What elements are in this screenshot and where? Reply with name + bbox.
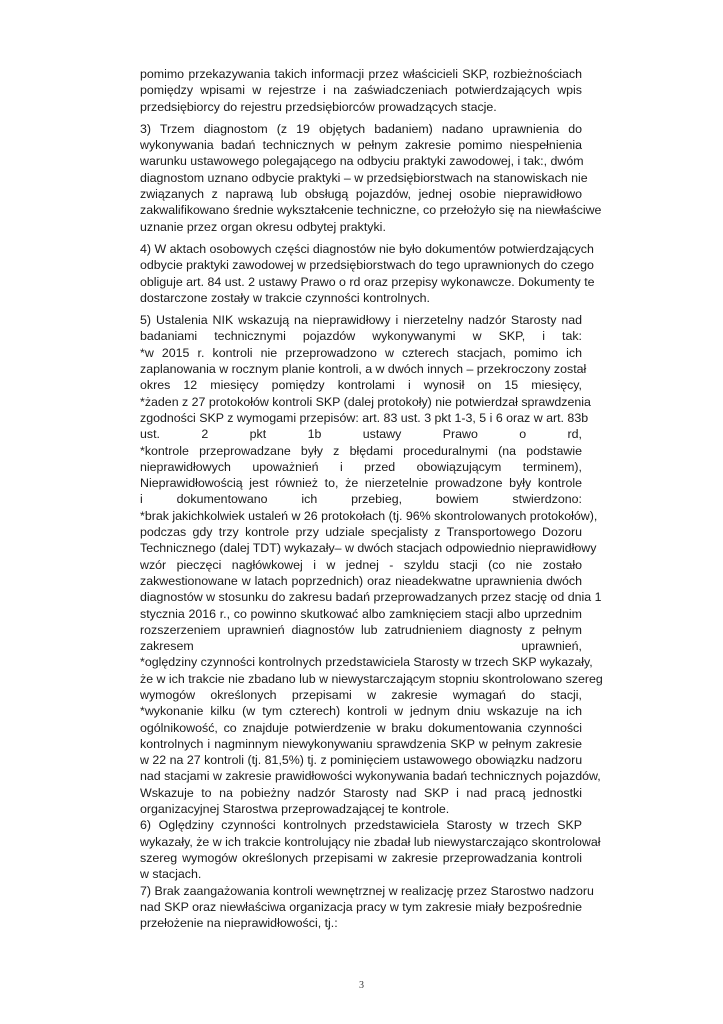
paragraph-finding-5	[140, 312, 603, 817]
text-line: wykazały, że w ich trakcie kontrolujący nie zbadał lub niewystarczająco skontrolował	[140, 834, 601, 849]
text-line: ogólnikowość, co znajduje potwierdzenie w braku dokumentowania czynności	[140, 720, 582, 735]
text-line: nad stacjami w zakresie prawidłowości wykonywania badań technicznych pojazdów,	[140, 769, 601, 784]
text-line: 5) Ustalenia NIK wskazują na nieprawidłowy i nierzetelny nadzór Starosty nad	[140, 313, 582, 328]
text-line: związanych z naprawą lub obsługą pojazdów, jednej osobie nieprawidłowo	[140, 187, 582, 202]
text-line: kontrolnych i nagminnym niewykonywaniu sprawdzenia SKP w pełnym zakresie	[140, 736, 582, 751]
text-line: pomimo przekazywania takich informacji przez właścicieli SKP, rozbieżnościach	[140, 67, 582, 81]
text-line: zakwalifikowano średnie wykształcenie techniczne, co przełożyło się na niewłaściwe	[140, 203, 602, 218]
text-line: *brak jakichkolwiek ustaleń w 26 protokołach (tj. 96% skontrolowanych protokołów),	[140, 508, 598, 523]
text-line: *w 2015 r. kontroli nie przeprowadzono w czterech stacjach, pomimo ich	[140, 345, 582, 360]
text-line: uznanie przez organ okresu odbytej praktyki.	[140, 219, 386, 234]
text-line: nieprawidłowych upoważnień i przed obowiązującym terminem),	[140, 459, 582, 474]
text-line: Nieprawidłowością jest również to, że nierzetelnie prowadzone były kontrole	[140, 476, 582, 491]
text-line: *żaden z 27 protokołów kontroli SKP (dalej protokoły) nie potwierdzał sprawdzenia	[140, 394, 591, 409]
text-line: szereg wymogów określonych przepisami w zakresie przeprowadzania kontroli	[140, 850, 582, 865]
text-line: obliguje art. 84 ust. 2 ustawy Prawo o rd oraz przepisy wykonawcze. Dokumenty te	[140, 274, 595, 289]
text-line: wzór pieczęci nagłówkowej i w jednej - szyldu stacji (co nie zostało	[140, 557, 582, 572]
text-line: diagnostów w stosunku do zakresu badań przeprowadzanych przez stację od dnia 1	[140, 590, 602, 605]
page-number: 3	[359, 980, 364, 991]
text-line: przełożenie na nieprawidłowości, tj.:	[140, 916, 338, 931]
text-line: zaplanowania w rocznym planie kontroli, a w dwóch innych – przekroczony został	[140, 362, 587, 377]
text-line: Technicznego (dalej TDT) wykazały– w dwóch stacjach odpowiednio nieprawidłowy	[140, 541, 597, 556]
text-line: *oględziny czynności kontrolnych przedstawiciela Starosty w trzech SKP wykazały,	[140, 655, 593, 670]
text-line: badaniami technicznymi pojazdów wykonywanymi w SKP, i tak:	[140, 329, 582, 344]
text-line: pomiędzy wpisami w rejestrze i na zaświadczeniach potwierdzających wpis	[140, 83, 582, 98]
text-line: warunku ustawowego polegającego na odbyciu praktyki zawodowej, i tak:, dwóm	[140, 154, 584, 169]
text-line: 3) Trzem diagnostom (z 19 objętych badaniem) nadano uprawnienia do	[140, 121, 582, 136]
text-line: wykonywania badań technicznych w pełnym zakresie pomimo niespełnienia	[140, 138, 582, 153]
text-line: *kontrole przeprowadzane były z błędami proceduralnymi (na podstawie	[140, 443, 582, 458]
text-line: organizacyjnej Starostwa przeprowadzającej te kontrole.	[140, 802, 450, 817]
paragraph-finding-6	[140, 817, 601, 882]
text-line: zgodności SKP z wymogami przepisów: art. 83 ust. 3 pkt 1-3, 5 i 6 oraz w art. 83b	[140, 410, 589, 425]
text-line: ust. 2 pkt 1b ustawy Prawo o rd,	[140, 427, 582, 442]
text-line: zakresem uprawnień,	[140, 639, 582, 654]
text-line: wymogów określonych przepisami w zakresie wymagań do stacji,	[140, 687, 582, 702]
text-line: 4) W aktach osobowych części diagnostów nie było dokumentów potwierdzających	[140, 241, 594, 256]
text-line: rozszerzeniem uprawnień diagnostów lub zatrudnieniem diagnosty z pełnym	[140, 622, 582, 637]
text-line: Wskazuje to na pobieżny nadzór Starosty nad SKP i nad pracą jednostki	[140, 785, 582, 800]
text-line: w 22 na 27 kontroli (tj. 81,5%) tj. z pominięciem ustawowego obowiązku nadzoru	[140, 753, 583, 768]
text-line: zakwestionowane w latach poprzednich) oraz nieadekwatne uprawnienia dwóch	[140, 573, 582, 588]
text-line: że w ich trakcie nie zbadano lub w niewystarczającym stopniu skontrolowano szereg	[140, 671, 603, 686]
paragraph-finding-3	[140, 121, 602, 235]
text-line: dostarczone zostały w trakcie czynności kontrolnych.	[140, 290, 430, 305]
paragraph-finding-4	[140, 241, 595, 306]
text-line: podczas gdy trzy kontrole przy udziale specjalisty z Transportowego Dozoru	[140, 525, 582, 540]
text-line: okres 12 miesięcy pomiędzy kontrolami i wynosił on 15 miesięcy,	[140, 378, 582, 393]
text-line: 6) Oględziny czynności kontrolnych przedstawiciela Starosty w trzech SKP	[140, 818, 582, 833]
text-line: odbycie praktyki zawodowej w przedsiębiorstwach do tego uprawnionych do czego	[140, 258, 594, 273]
paragraph-finding-7	[140, 883, 594, 932]
document-page-body	[140, 66, 603, 931]
text-line: i dokumentowano ich przebieg, bowiem stwierdzono:	[140, 492, 582, 507]
text-line: *wykonanie kilku (w tym czterech) kontroli w jednym dniu wskazuje na ich	[140, 704, 582, 719]
paragraph-intro	[140, 66, 582, 115]
text-line: nad SKP oraz niewłaściwa organizacja pracy w tym zakresie miały bezpośrednie	[140, 899, 582, 914]
text-line: diagnostom uznano odbycie praktyki – w przedsiębiorstwach na stanowiskach nie	[140, 170, 588, 185]
text-line: 7) Brak zaangażowania kontroli wewnętrznej w realizację przez Starostwo nadzoru	[140, 883, 594, 898]
text-line: przedsiębiorcy do rejestru przedsiębiorców prowadzących stacje.	[140, 99, 497, 114]
text-line: stycznia 2016 r., co powinno skutkować albo zamknięciem stacji albo uprzednim	[140, 606, 582, 621]
text-line: w stacjach.	[140, 867, 202, 882]
